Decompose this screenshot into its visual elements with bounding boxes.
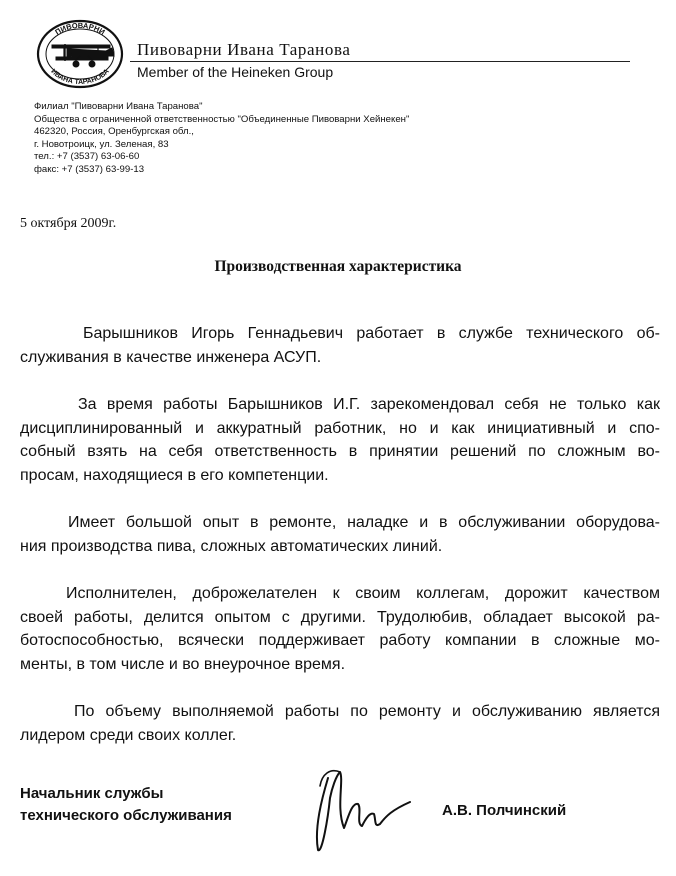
address-line: Общества с ограниченной ответственностью "Объединенные Пивоварни Хейнекен" [34,113,410,125]
text-line: собный взять на себя ответственность в принятии решений по сложным во- [20,443,660,460]
text-line: ния производства пива, сложных автоматических линий. [20,537,443,555]
text-line: Барышников Игорь Геннадьевич работает в службе технического об- [83,325,660,342]
text-line: Исполнителен, доброжелателен к своим коллегам, дорожит качеством [66,585,660,602]
text-line: своей работы, делится опытом с другими. Трудолюбив, обладает высокой ра- [20,608,660,626]
paragraph-3 [20,511,660,558]
address-phone: тел.: +7 (3537) 63-06-60 [34,151,140,163]
group-affiliation: Member of the Heineken Group [137,64,334,80]
position-line: технического обслуживания [20,807,232,824]
paragraph-4 [20,582,660,676]
paragraph-5 [20,700,660,747]
company-name: Пивоварни Ивана Таранова [137,40,351,59]
text-line: служивания в качестве инженера АСУП. [20,348,322,366]
text-line: ботоспособностью, всячески поддерживает работу компании в сложные мо- [20,632,660,649]
text-line: просам, находящиеся в его компетенции. [20,466,329,484]
letterhead-divider [130,61,630,62]
brewery-logo-icon [34,18,130,90]
text-line: За время работы Барышников И.Г. зарекомендовал себя не только как [78,396,660,413]
paragraph-1 [20,322,660,369]
text-line: Имеет большой опыт в ремонте, наладке и в обслуживании оборудова- [68,514,660,531]
address-line: Филиал "Пивоварни Ивана Таранова" [34,101,203,112]
document-title: Производственная характеристика [214,258,462,275]
position-line: Начальник службы [20,785,164,802]
signatory-position [20,783,232,827]
text-line: дисциплинированный и аккуратный работник, но и как инициативный и спо- [20,419,660,437]
text-line: менты, в том числе и во внеурочное время. [20,655,346,673]
letter-body [20,322,660,747]
address-fax: факс: +7 (3537) 63-99-13 [34,163,145,175]
address-line: г. Новотроицк, ул. Зеленая, 83 [34,138,169,150]
signatory-name: А.В. Полчинский [442,802,567,819]
text-line: По объему выполняемой работы по ремонту и обслуживанию является [74,703,660,720]
logo-text-bottom: ИВАНА ТАРАНОВА [49,68,111,87]
handwritten-signature-icon [300,758,420,858]
company-address [34,101,409,177]
address-line: 462320, Россия, Оренбургская обл., [34,126,194,138]
logo-text-top: ПИВОВАРНИ [53,20,107,37]
paragraph-2 [20,393,660,487]
document-date: 5 октября 2009г. [20,216,117,231]
text-line: лидером среди своих коллег. [20,726,237,744]
